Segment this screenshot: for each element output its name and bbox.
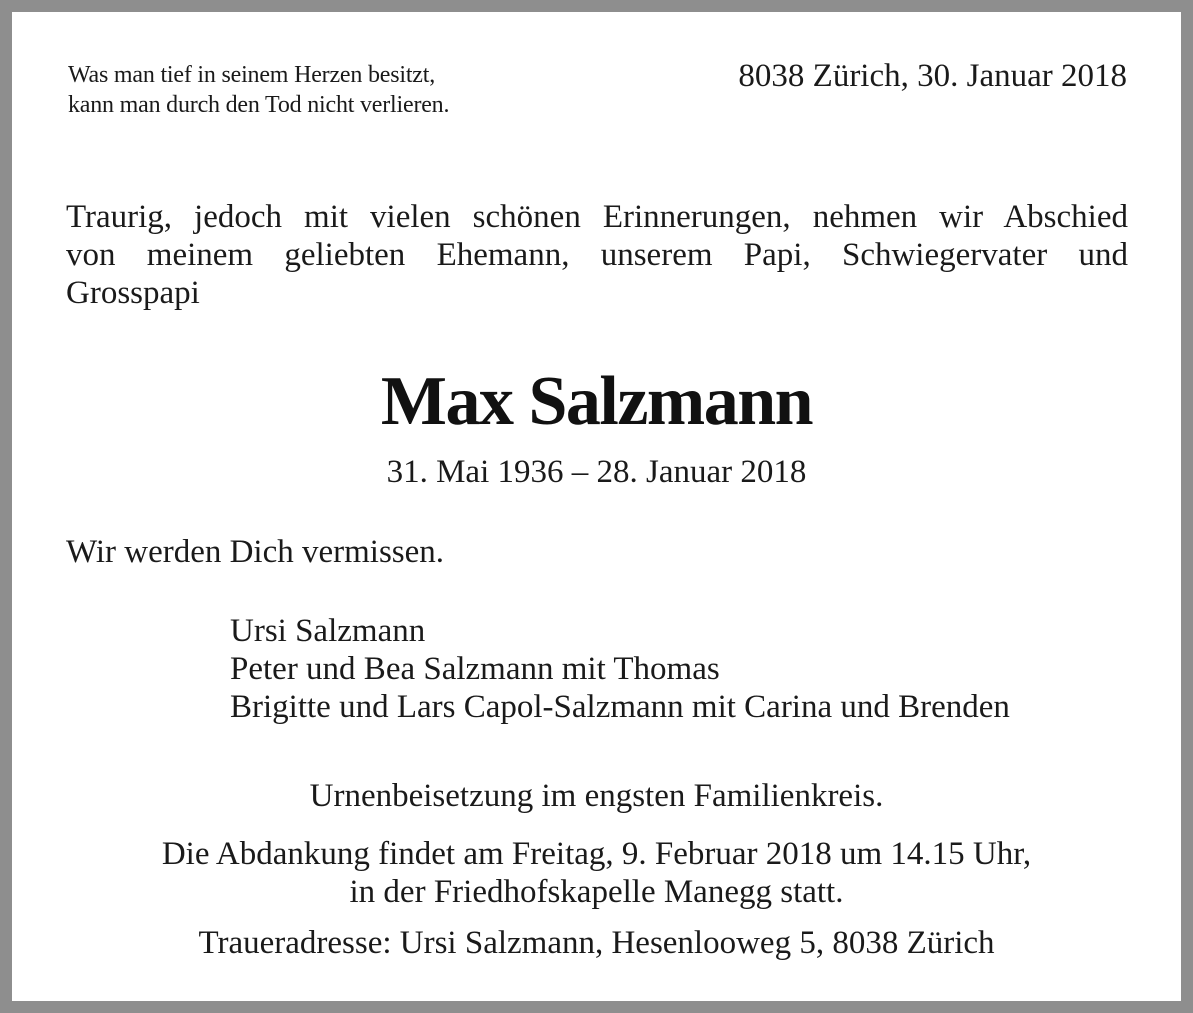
mourning-address: Traueradresse: Ursi Salzmann, Hesenlooweg 5, 8038 Zürich <box>198 925 995 961</box>
motto-line: Was man tief in seinem Herzen besitzt, <box>68 62 436 88</box>
mourners-list <box>230 612 1010 726</box>
obituary-notice <box>12 12 1181 1001</box>
motto-line: kann man durch den Tod nicht verlieren. <box>68 92 450 118</box>
mourner-entry: Peter und Bea Salzmann mit Thomas <box>230 651 720 687</box>
intro-line: Traurig, jedoch mit vielen schönen Erinnerungen, nehmen wir Abschied <box>66 199 1128 235</box>
service-line: Die Abdankung findet am Freitag, 9. Februar 2018 um 14.15 Uhr, <box>161 836 1032 872</box>
burial-note: Urnenbeisetzung im engsten Familienkreis. <box>309 778 884 814</box>
intro-paragraph <box>66 198 1128 312</box>
intro-line: Grosspapi <box>66 275 200 311</box>
life-dates: 31. Mai 1936 – 28. Januar 2018 <box>386 454 807 490</box>
mourner-entry: Ursi Salzmann <box>230 613 426 649</box>
service-line: in der Friedhofskapelle Manegg statt. <box>349 874 844 910</box>
mourner-entry: Brigitte und Lars Capol-Salzmann mit Carina und Brenden <box>230 689 1010 725</box>
farewell-line: Wir werden Dich vermissen. <box>66 534 445 570</box>
deceased-name: Max Salzmann <box>380 363 813 440</box>
place-and-date: 8038 Zürich, 30. Januar 2018 <box>738 58 1127 94</box>
intro-line: von meinem geliebten Ehemann, unserem Papi, Schwiegervater und <box>66 237 1128 273</box>
motto-quote <box>68 60 449 120</box>
